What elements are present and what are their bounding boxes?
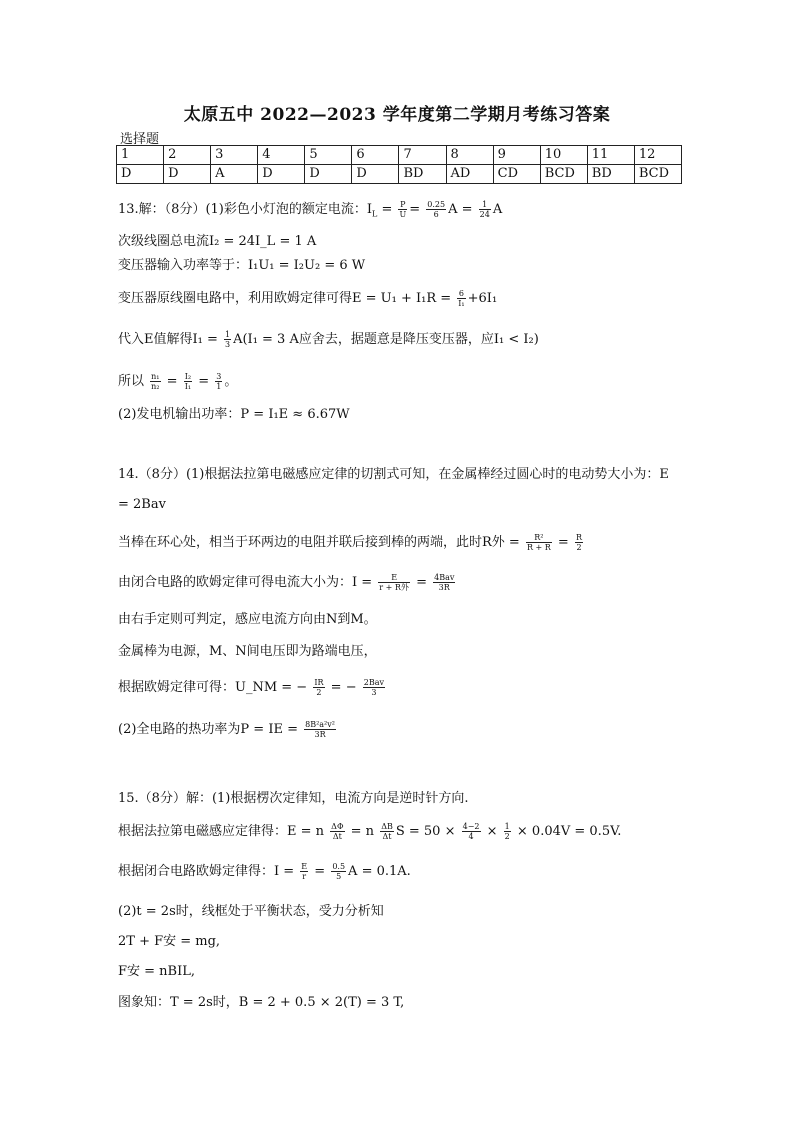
q13-text: 13.解：（8分）(1)彩色小灯泡的额定电流：I (118, 202, 372, 217)
question-number: 11 (587, 146, 634, 165)
q14-text: (2)全电路的热功率为P = IE = (118, 722, 303, 737)
q13-text: +6I₁ (467, 291, 498, 306)
q15-line-1: 15.（8分）解：(1)根据楞次定律知，电流方向是逆时针方向. (118, 791, 469, 806)
fraction: $\frac{E}{\text{r + R外}}$ (379, 573, 409, 592)
q13-text: 变压器原线圈电路中，利用欧姆定律可得E = U₁ + I₁R = (118, 291, 456, 306)
q14-text: 根据欧姆定律可得：U_NM = − (118, 680, 308, 695)
q14-text: 由闭合电路的欧姆定律可得电流大小为：I = (118, 575, 377, 590)
q14-text: 当棒在环心处，相当于环两边的电阻并联后接到棒的两端，此时R外 = (118, 535, 524, 550)
fraction: $\frac{\text{I₂}}{\text{I₁}}$ (184, 372, 192, 391)
q14-text: = (553, 535, 573, 550)
answer-number-row (117, 146, 682, 165)
answer-value-row (117, 165, 682, 184)
q15-text: 根据法拉第电磁感应定律得：E = n (118, 824, 325, 839)
question-number: 3 (211, 146, 258, 165)
q13-text: A (492, 202, 503, 217)
q14-line-3 (118, 573, 457, 592)
question-number: 8 (446, 146, 493, 165)
answer-cell: AD (446, 165, 493, 184)
fraction: $\frac{4-2}{4}$ (462, 822, 480, 841)
question-number: 6 (352, 146, 399, 165)
answer-cell: CD (493, 165, 540, 184)
answer-cell: BCD (634, 165, 681, 184)
answer-cell: BD (587, 165, 634, 184)
fraction: $\frac{0.5}{5}$ (332, 862, 346, 881)
q15-line-6: F安 = nBIL, (118, 964, 196, 979)
fraction: $\frac{IR}{2}$ (314, 678, 324, 697)
q14-text: = − (326, 680, 357, 695)
fraction: $\frac{E}{r}$ (301, 862, 308, 881)
multiple-choice-label: 选择题 (120, 132, 160, 147)
fraction: $\frac{\text{n₁}}{\text{n₂}}$ (151, 372, 160, 391)
q15-line-2 (118, 822, 621, 841)
q13-text: = (194, 374, 214, 389)
q15-text: × 0.04V = 0.5V. (512, 824, 622, 839)
q13-text: 所以 (118, 374, 145, 389)
fraction: $\frac{R}{2}$ (575, 533, 582, 552)
question-number: 2 (164, 146, 211, 165)
q15-text: = n (346, 824, 375, 839)
q14-line-6 (118, 678, 387, 697)
q13-sub: L (372, 209, 378, 219)
fraction: $\frac{0.25}{6}$ (427, 200, 446, 219)
q15-line-4: (2)t = 2s时，线框处于平衡状态，受力分析知 (118, 904, 384, 919)
answer-cell: D (305, 165, 352, 184)
q13-line-1: 13.解：（8分）(1)彩色小灯泡的额定电流：$I_L$ = $\frac{P}{U}$ = $\frac{0.25}{6}$ A = $\frac{1}{24}$ A (118, 200, 503, 219)
answer-table (116, 145, 682, 184)
fraction: $\frac{\text{R²}}{R + R}$ (526, 533, 551, 552)
question-number: 10 (540, 146, 587, 165)
q13-text: 。 (224, 374, 238, 389)
page-title: 太原五中 2022—2023 学年度第二学期月考练习答案 (183, 105, 611, 125)
fraction: $\frac{P}{U}$ (399, 200, 407, 219)
fraction: $\frac{1}{2}$ (504, 822, 510, 841)
q13-line-4 (118, 289, 497, 308)
q14-line-7 (118, 720, 338, 739)
fraction: $\frac{\Delta\Phi}{\Delta t}$ (331, 822, 344, 841)
q15-line-5: 2T + F安 = mg, (118, 934, 221, 949)
q13-text: = (377, 202, 397, 217)
answer-cell: D (258, 165, 305, 184)
q13-line-7: (2)发电机输出功率：P = I₁E ≈ 6.67W (118, 407, 350, 422)
fraction: $\frac{\text{8B²a²v²}}{3R}$ (305, 720, 335, 739)
question-number: 9 (493, 146, 540, 165)
q14-text: = (411, 575, 432, 590)
fraction: $\frac{\Delta B}{\Delta t}$ (381, 822, 393, 841)
fraction: $\frac{1}{3}$ (225, 330, 231, 349)
question-number: 4 (258, 146, 305, 165)
q15-line-7: 图象知：T = 2s时，B = 2 + 0.5 × 2(T) = 3 T, (118, 995, 405, 1010)
answer-cell: A (211, 165, 258, 184)
question-number: 7 (399, 146, 446, 165)
q14-line-1: 14.（8分）(1)根据法拉第电磁感应定律的切割式可知，在金属棒经过圆心时的电动势大小为：E = 2Bav (118, 467, 669, 512)
q14-line-4: 由右手定则可判定，感应电流方向由N到M。 (118, 612, 377, 627)
answer-cell: BCD (540, 165, 587, 184)
answer-cell: D (117, 165, 164, 184)
q13-line-5 (118, 330, 539, 349)
q14-line-2 (118, 533, 585, 552)
q13-line-3: 变压器输入功率等于：I₁U₁ = I₂U₂ = 6 W (118, 258, 366, 273)
fraction: $\frac{1}{24}$ (479, 200, 490, 219)
q15-line-3 (118, 862, 411, 881)
q13-text: 代入E值解得I₁ = (118, 332, 222, 347)
question-number: 1 (117, 146, 164, 165)
question-number: 12 (634, 146, 681, 165)
fraction: $\frac{6}{\text{I₁}}$ (458, 289, 465, 308)
q14-line-5: 金属棒为电源，M、N间电压即为路端电压， (118, 644, 377, 659)
q15-text: 根据闭合电路欧姆定律得：I = (118, 864, 299, 879)
q13-text: A(I₁ = 3 A应舍去，据题意是降压变压器，应I₁ < I₂) (233, 332, 539, 347)
q13-text: = (162, 374, 182, 389)
fraction: $\frac{3}{1}$ (216, 372, 222, 391)
answer-cell: BD (399, 165, 446, 184)
fraction: $\frac{\text{4Bav}}{3R}$ (434, 573, 455, 592)
q13-line-2: 次级线圈总电流I₂ = 24I_L = 1 A (118, 234, 317, 249)
q15-text: A = 0.1A. (348, 864, 411, 879)
q13-text: A = (448, 202, 477, 217)
q15-text: S = 50 × (395, 824, 460, 839)
question-number: 5 (305, 146, 352, 165)
q13-line-6 (118, 372, 237, 391)
fraction: $\frac{\text{2Bav}}{3}$ (363, 678, 384, 697)
answer-cell: D (164, 165, 211, 184)
answer-cell: D (352, 165, 399, 184)
q15-text: × (482, 824, 502, 839)
q15-text: = (310, 864, 330, 879)
